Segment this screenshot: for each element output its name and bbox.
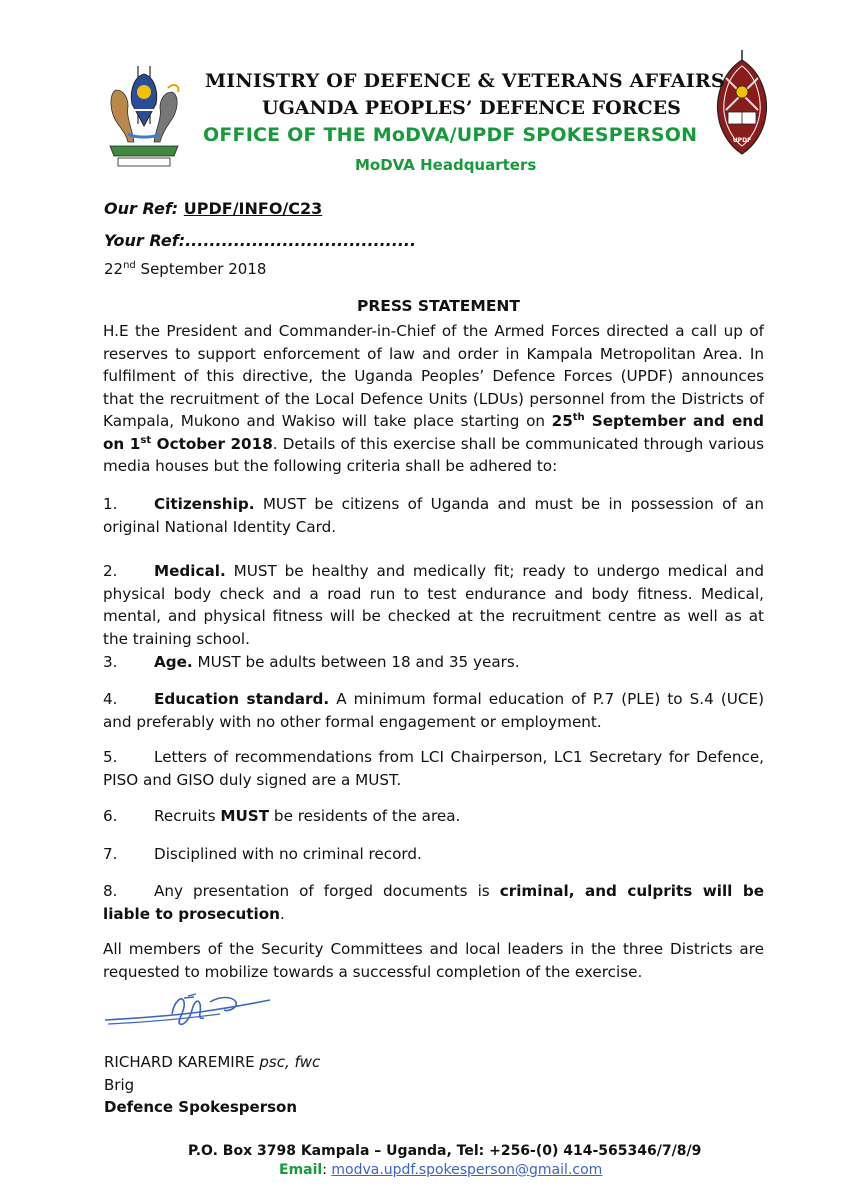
date-day: 22 [104,260,124,278]
intro-text-1: H.E the President and Commander-in-Chief of the Armed Forces directed a call up of reserves to support enforcement of law and order in Kampala Metropolitan Area. In fulfilment of this directive, the Uganda Peoples’ Defence Forces (UPDF) announces that the recruitment of the Local Defence Units (LDUs) personnel from the Districts of Kampala, Mukono and Wakiso will take place starting on [103,322,764,430]
criteria-number: 5. [103,748,118,766]
criteria-item-3 [103,651,764,674]
our-ref [104,199,322,218]
updf-heading: UGANDA PEOPLES’ DEFENCE FORCES [262,97,681,119]
closing-paragraph: All members of the Security Committees and local leaders in the three Districts are requested to mobilize towards a successful completion of the exercise. [103,940,764,981]
email-label: Email [279,1162,323,1178]
uganda-coat-of-arms-icon [98,64,190,172]
criteria-item-5 [103,746,764,791]
intro-bold-end: October 2018 [151,434,273,453]
criteria-label: Age. [154,653,193,671]
our-ref-label: Our Ref: [104,199,184,218]
intro-paragraph [103,320,764,478]
statement-date [104,260,266,278]
criteria-pre: Any presentation of forged documents is [154,882,500,900]
criteria-bold: criminal, and culprits will be liable to prosecution [103,882,765,923]
criteria-number: 1. [103,495,118,513]
email-link[interactable]: modva.updf.spokesperson@gmail.com [331,1162,603,1178]
intro-date2-sup: st [140,434,152,446]
date-suffix: nd [123,260,136,271]
intro-date1-sup: th [572,411,585,423]
criteria-number: 6. [103,807,118,825]
email-separator: : [322,1162,332,1178]
signatory-title: Defence Spokesperson [104,1098,298,1116]
criteria-post: . [279,904,285,923]
footer-address: P.O. Box 3798 Kampala – Uganda, Tel: +256-(0) 414-565346/7/8/9 [188,1143,702,1159]
intro-bold-mid: September and end on 1 [103,412,764,453]
criteria-label: Medical. [154,562,226,580]
signatory-rank: Brig [104,1076,135,1094]
criteria-text: MUST be adults between 18 and 35 years. [192,653,520,671]
criteria-item-6 [103,805,764,828]
office-heading: OFFICE OF THE MoDVA/UPDF SPOKESPERSON [203,124,698,146]
criteria-text: Letters of recommendations from LCI Chairperson, LC1 Secretary for Defence, PISO and GISO duly signed are a MUST. [103,748,764,789]
criteria-item-8 [103,880,764,925]
ministry-heading: MINISTRY OF DEFENCE & VETERANS AFFAIRS [205,70,725,92]
criteria-bold: MUST [220,807,270,825]
criteria-post: be residents of the area. [269,807,461,825]
page-title: PRESS STATEMENT [357,297,520,315]
criteria-item-2 [103,560,764,650]
signatory-name-text: RICHARD KAREMIRE [104,1053,260,1071]
criteria-number: 4. [103,690,118,708]
criteria-number: 3. [103,653,118,671]
signatory-name [104,1053,320,1071]
criteria-text: MUST be healthy and medically fit; ready to undergo medical and physical body check and a road run to test endurance and body fitness. Medical, mental, and physical fitness will be checked at the recruitment centre as well as at the training school. [103,562,764,648]
intro-text-2: . Details of this exercise shall be communicated through various media houses but the following criteria shall be adhered to: [103,434,764,475]
signatory-qualifications: psc, fwc [259,1053,321,1071]
signature-icon [100,988,275,1033]
criteria-pre: Recruits [154,807,221,825]
headquarters-heading: MoDVA Headquarters [355,156,537,174]
your-ref: Your Ref:...................................... [104,231,417,250]
criteria-number: 7. [103,845,118,863]
date-rest: September 2018 [135,260,267,278]
criteria-item-4 [103,688,764,733]
footer-email [279,1162,602,1178]
criteria-text: A minimum formal education of P.7 (PLE) to S.4 (UCE) and preferably with no other formal engagement or employment. [103,690,764,731]
criteria-item-7 [103,843,764,866]
intro-date1: 25 [551,412,573,430]
criteria-number: 2. [103,562,118,580]
updf-emblem-icon [712,50,772,158]
criteria-text: Disciplined with no criminal record. [154,845,422,863]
criteria-label: Citizenship. [154,495,255,513]
criteria-number: 8. [103,882,118,900]
criteria-item-1 [103,493,764,538]
criteria-text: MUST be citizens of Uganda and must be in possession of an original National Identity Card. [103,495,764,536]
criteria-label: Education standard. [154,690,330,708]
our-ref-value: UPDF/INFO/C23 [183,199,323,218]
emblem-label: UPDF [732,137,752,144]
